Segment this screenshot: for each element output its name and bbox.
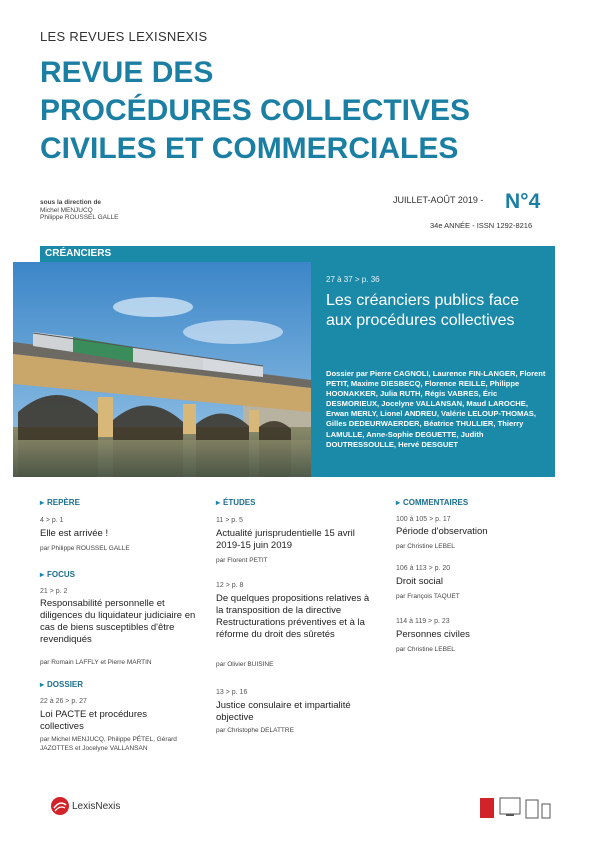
article-author: par Christine LEBEL — [396, 543, 455, 550]
article-author: par Christophe DELATTRE — [216, 727, 294, 734]
article-ref: 100 à 105 > p. 17 — [396, 516, 451, 523]
article-title: Personnes civiles — [396, 629, 470, 640]
arrow-icon: ▸ — [40, 498, 45, 507]
title-line-3: CIVILES ET COMMERCIALES — [40, 132, 459, 165]
article-title: De quelques propositions relatives à la transposition de la directive Restructurations préventives et à la réforme du droit des sûretés — [216, 593, 370, 640]
publisher-name: LexisNexis — [72, 801, 121, 812]
direction-label: sous la direction de — [40, 199, 102, 206]
direction-name-2: Philippe ROUSSEL GALLE — [40, 214, 119, 221]
feature-authors: Dossier par Pierre CAGNOLI, Laurence FIN-LANGER, Florent PETIT, Maxime DIESBECQ, Florence REILLE, Philippe HOONAKKER, Julia RUTH, Régis VABRES, Éric DESMORIEUX, Jocelyne VALLANSAN, Maud LAROCHE, Erwan MERLY, Lionel ANDREU, Valérie LELOUP-THOMAS, Gilles DEDEURWAERDER, Béatrice THULLIER, Thierry LAMULLE, Anne-Sophie DEGUETTE, Judith DOUTRESSOULLE, Hervé DESGUET — [326, 369, 546, 449]
direction-block — [40, 199, 119, 222]
article-ref: 11 > p. 5 — [216, 517, 243, 524]
arrow-icon: ▸ — [40, 680, 45, 689]
section-head-dossier — [40, 680, 83, 689]
article-title: Responsabilité personnelle et diligences du liquidateur judiciaire en cas de biens susceptibles d'être revendiqués — [40, 598, 196, 645]
section-head-etudes — [216, 498, 255, 507]
tablet-icon — [526, 800, 538, 818]
article-author: par Florent PETIT — [216, 557, 268, 564]
issn: 34e ANNÉE - ISSN 1292-8216 — [430, 221, 533, 230]
article-author: par Michel MENJUCQ, Philippe PÉTEL, Gérard JAZOTTES et Jocelyne VALLANSAN — [40, 736, 177, 752]
article-author: par François TAQUET — [396, 593, 460, 600]
feature-title: Les créanciers publics face aux procédures collectives — [326, 292, 519, 329]
issue-date: JUILLET-AOÛT 2019 - — [393, 195, 484, 205]
section-head-commentaires — [396, 498, 468, 507]
article-title: Actualité jurisprudentielle 15 avril 2019-15 juin 2019 — [216, 528, 355, 551]
article-ref: 22 à 26 > p. 27 — [40, 698, 87, 705]
section-head-focus — [40, 570, 75, 579]
article-author: par Christine LEBEL — [396, 646, 455, 653]
article-title: Droit social — [396, 576, 443, 587]
article-author: par Romain LAFFLY et Pierre MARTIN — [40, 659, 152, 666]
article-ref: 12 > p. 8 — [216, 582, 244, 589]
arrow-icon: ▸ — [396, 498, 401, 507]
article-title: Période d'observation — [396, 526, 488, 537]
article-ref: 21 > p. 2 — [40, 588, 68, 595]
article-ref: 114 à 119 > p. 23 — [396, 618, 450, 625]
article-ref: 4 > p. 1 — [40, 517, 64, 524]
journal-title — [40, 54, 560, 168]
article-author: par Olivier BUISINE — [216, 661, 274, 668]
lexisnexis-logo-icon — [50, 796, 70, 821]
article-title: Loi PACTE et procédures collectives — [40, 709, 148, 732]
section-head-label: DOSSIER — [47, 680, 84, 689]
category-band — [40, 246, 555, 262]
article-ref: 13 > p. 16 — [216, 689, 248, 696]
print-edition-icon — [480, 798, 494, 818]
format-icons — [478, 792, 556, 827]
section-head-label: COMMENTAIRES — [403, 498, 469, 507]
phone-icon — [542, 804, 550, 818]
cover-photo-bridge — [13, 262, 311, 477]
issue-number: N°4 — [505, 190, 541, 213]
article-author: par Philippe ROUSSEL GALLE — [40, 545, 130, 552]
section-head-repere — [40, 498, 80, 507]
title-line-1: REVUE DES — [40, 56, 214, 89]
article-title: Justice consulaire et impartialité objective — [216, 700, 351, 723]
category-label: CRÉANCIERS — [45, 248, 112, 259]
feature-reference: 27 à 37 > p. 36 — [326, 275, 380, 284]
section-head-label: FOCUS — [47, 570, 76, 579]
arrow-icon: ▸ — [40, 570, 45, 579]
direction-name-1: Michel MENJUCQ — [40, 206, 93, 214]
desktop-icon — [500, 798, 520, 814]
title-line-2: PROCÉDURES COLLECTIVES — [40, 94, 471, 127]
article-ref: 106 à 113 > p. 20 — [396, 565, 451, 572]
article-title: Elle est arrivée ! — [40, 528, 109, 539]
arrow-icon: ▸ — [216, 498, 221, 507]
series-name: LES REVUES LEXISNEXIS — [40, 29, 208, 44]
bridge-illustration — [13, 262, 311, 477]
section-head-label: ÉTUDES — [223, 498, 256, 507]
section-head-label: REPÈRE — [47, 498, 80, 507]
